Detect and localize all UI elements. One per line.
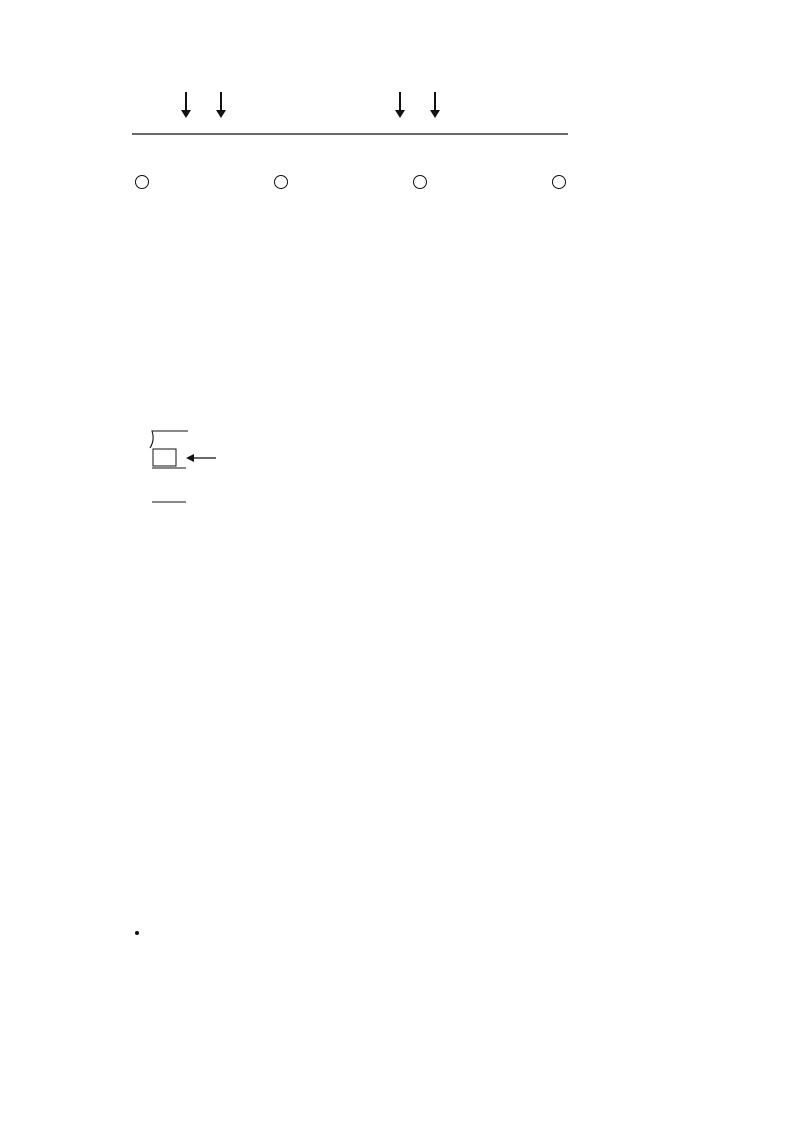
number-line-figure (120, 70, 580, 160)
q20-option-c[interactable] (410, 172, 427, 190)
marker-3 (395, 92, 405, 118)
q20-option-b[interactable] (271, 172, 288, 190)
marker-4 (430, 92, 440, 118)
highlight-box (153, 449, 176, 466)
q20-option-d[interactable] (549, 172, 566, 190)
option-circle-number (135, 175, 149, 189)
option-circle-number (413, 175, 427, 189)
arrow-down-icon (430, 110, 440, 118)
arrow-down-icon (395, 110, 405, 118)
arrow-down-icon (181, 110, 191, 118)
arrow-left-icon (186, 454, 194, 462)
option-circle-number (552, 175, 566, 189)
marker-1 (181, 92, 191, 118)
long-division-figure (128, 410, 238, 522)
point-o-dot (135, 931, 139, 935)
q20-option-a[interactable] (132, 172, 149, 190)
division-bracket (150, 431, 188, 448)
option-circle-number (274, 175, 288, 189)
marker-2 (216, 92, 226, 118)
arrow-down-icon (216, 110, 226, 118)
q21-bar-charts (128, 234, 628, 346)
